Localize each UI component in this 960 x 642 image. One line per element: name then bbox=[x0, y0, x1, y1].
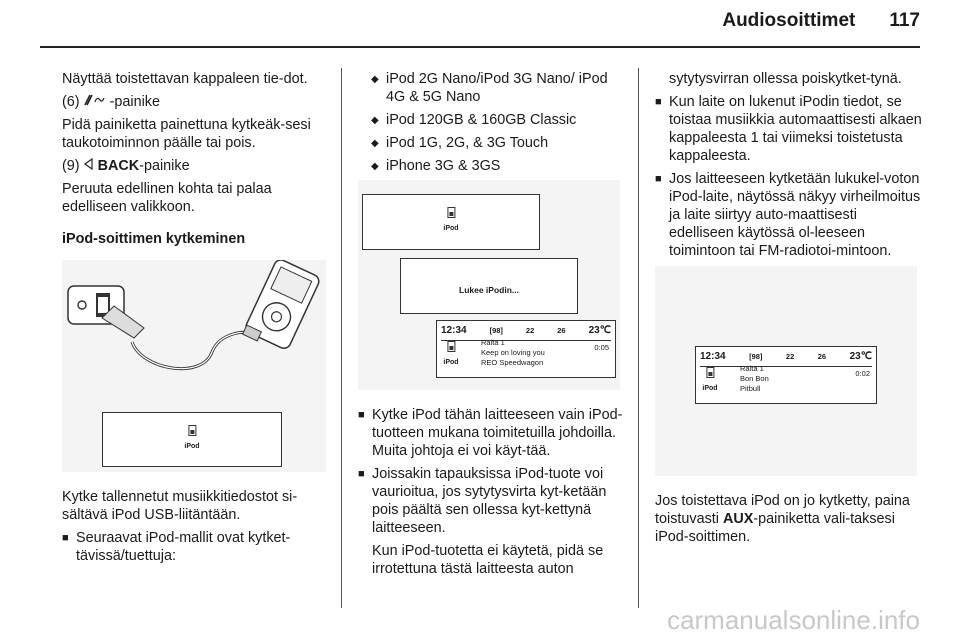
column-1 bbox=[62, 70, 330, 570]
column-3 bbox=[655, 70, 923, 551]
ipod-source-icon: iPod bbox=[443, 341, 458, 372]
model-item: ◆ iPhone 3G & 3GS bbox=[371, 158, 501, 174]
song-title: Keep on loving you bbox=[481, 348, 545, 357]
header-rule bbox=[40, 46, 920, 48]
ipod-connection-figure bbox=[62, 260, 326, 472]
model-item: ◆ iPod 1G, 2G, & 3G Touch bbox=[371, 135, 549, 151]
reading-message: Lukee iPodin... bbox=[459, 285, 519, 295]
paragraph-track-info: Näyttää toistettavan kappaleen tie-dot. bbox=[62, 71, 308, 87]
status-bar bbox=[700, 348, 872, 367]
song-title: Bon Bon bbox=[740, 374, 769, 383]
radio-indicator: [98] bbox=[489, 326, 503, 335]
now-playing-figure bbox=[655, 266, 917, 476]
item-6: (6) -painike bbox=[62, 94, 160, 110]
outside-temperature: 23℃ bbox=[588, 325, 611, 336]
track-number: Raita 1 bbox=[740, 364, 764, 373]
radio-display bbox=[102, 412, 282, 467]
paragraph-back: Peruuta edellinen kohta tai palaa edelliseen valikkoon. bbox=[62, 181, 272, 215]
radio-indicator: [98] bbox=[749, 352, 763, 361]
artist-name: REO Speedwagon bbox=[481, 358, 544, 367]
elapsed-time: 0:02 bbox=[855, 369, 870, 378]
column-divider-1 bbox=[341, 68, 342, 608]
paragraph-connect: Kytke tallennetut musiikkitiedostot si-sältävä iPod USB-liitäntään. bbox=[62, 489, 298, 523]
artist-name: Pitbull bbox=[740, 384, 761, 393]
list-item: ■ Kytke iPod tähän laitteeseen vain iPod-tuotteen mukana toimitetuilla johdoilla. Muita johtoja ei voi käyt-tää. bbox=[358, 407, 623, 459]
clock: 12:34 bbox=[441, 325, 467, 336]
column-2 bbox=[358, 70, 628, 583]
ipod-source-icon: iPod bbox=[702, 367, 717, 398]
list-item: ■ Kun laite on lukenut iPodin tiedot, se toistaa musiikkia automaattisesti alkaen kappaleesta 1 tai viimeksi toistetusta kappaleesta. bbox=[655, 94, 922, 164]
elapsed-time: 0:05 bbox=[594, 343, 609, 352]
display-reading-ipod bbox=[400, 258, 578, 314]
watermark: carmanualsonline.info bbox=[667, 605, 920, 635]
display-now-playing bbox=[436, 320, 616, 378]
paragraph-aux: Jos toistettava iPod on jo kytketty, paina toistuvasti AUX-painiketta vali-taksesi iPod-soittimen. bbox=[655, 493, 910, 545]
paragraph-continuation: Kun iPod-tuotetta ei käytetä, pidä se irrotettuna tästä laitteesta auton bbox=[372, 543, 604, 577]
outside-temperature: 23℃ bbox=[849, 351, 872, 362]
shuffle-icon bbox=[84, 94, 110, 110]
model-item: ◆ iPod 2G Nano/iPod 3G Nano/ iPod 4G & 5G Nano bbox=[371, 71, 608, 105]
temperature-left: 22 bbox=[525, 326, 535, 335]
page-title: Audiosoittimet bbox=[722, 10, 856, 31]
aux-key: AUX bbox=[722, 511, 754, 527]
temperature-right: 26 bbox=[817, 352, 827, 361]
ipod-source-icon: iPod bbox=[184, 425, 199, 456]
list-item: ■ Jos laitteeseen kytketään lukukel-voton iPod-laite, näytössä näkyy virheilmoitus ja laite siirtyy auto-maattisesti edelliseen käytössä ol-leeseen toimintoon tai FM-radiotoi-mintoon. bbox=[655, 171, 921, 259]
track-info bbox=[740, 364, 769, 394]
item-9: (9) BACK-painike bbox=[62, 158, 190, 174]
track-info bbox=[481, 338, 545, 368]
section-heading: iPod-soittimen kytkeminen bbox=[62, 231, 246, 247]
display-ipod-detected bbox=[362, 194, 540, 250]
paragraph-continuation: sytytysvirran ollessa poiskytket-tynä. bbox=[669, 71, 902, 87]
clock: 12:34 bbox=[700, 351, 726, 362]
model-item: ◆ iPod 120GB & 160GB Classic bbox=[371, 112, 577, 128]
page-number: 117 bbox=[889, 10, 920, 31]
back-arrow-icon bbox=[84, 158, 98, 174]
temperature-right: 26 bbox=[557, 326, 566, 335]
track-number: Raita 1 bbox=[481, 338, 505, 347]
display-now-playing bbox=[695, 346, 877, 404]
column-divider-2 bbox=[638, 68, 639, 608]
display-sequence-figure bbox=[358, 180, 620, 390]
list-item: ■ Seuraavat iPod-mallit ovat kytket-tävissä/tuettuja: bbox=[62, 530, 291, 564]
list-item: ■ Joissakin tapauksissa iPod-tuote voi vaurioitua, jos sytytysvirta kyt-ketään pois päältä sen ollessa kyt-kettynä laitteeseen. bbox=[358, 466, 607, 536]
temperature-left: 22 bbox=[785, 352, 795, 361]
page-header bbox=[722, 10, 920, 32]
paragraph-pause: Pidä painiketta painettuna kytkeäk-sesi taukotoiminnon päälle tai pois. bbox=[62, 117, 311, 151]
ipod-source-icon: iPod bbox=[443, 207, 458, 238]
